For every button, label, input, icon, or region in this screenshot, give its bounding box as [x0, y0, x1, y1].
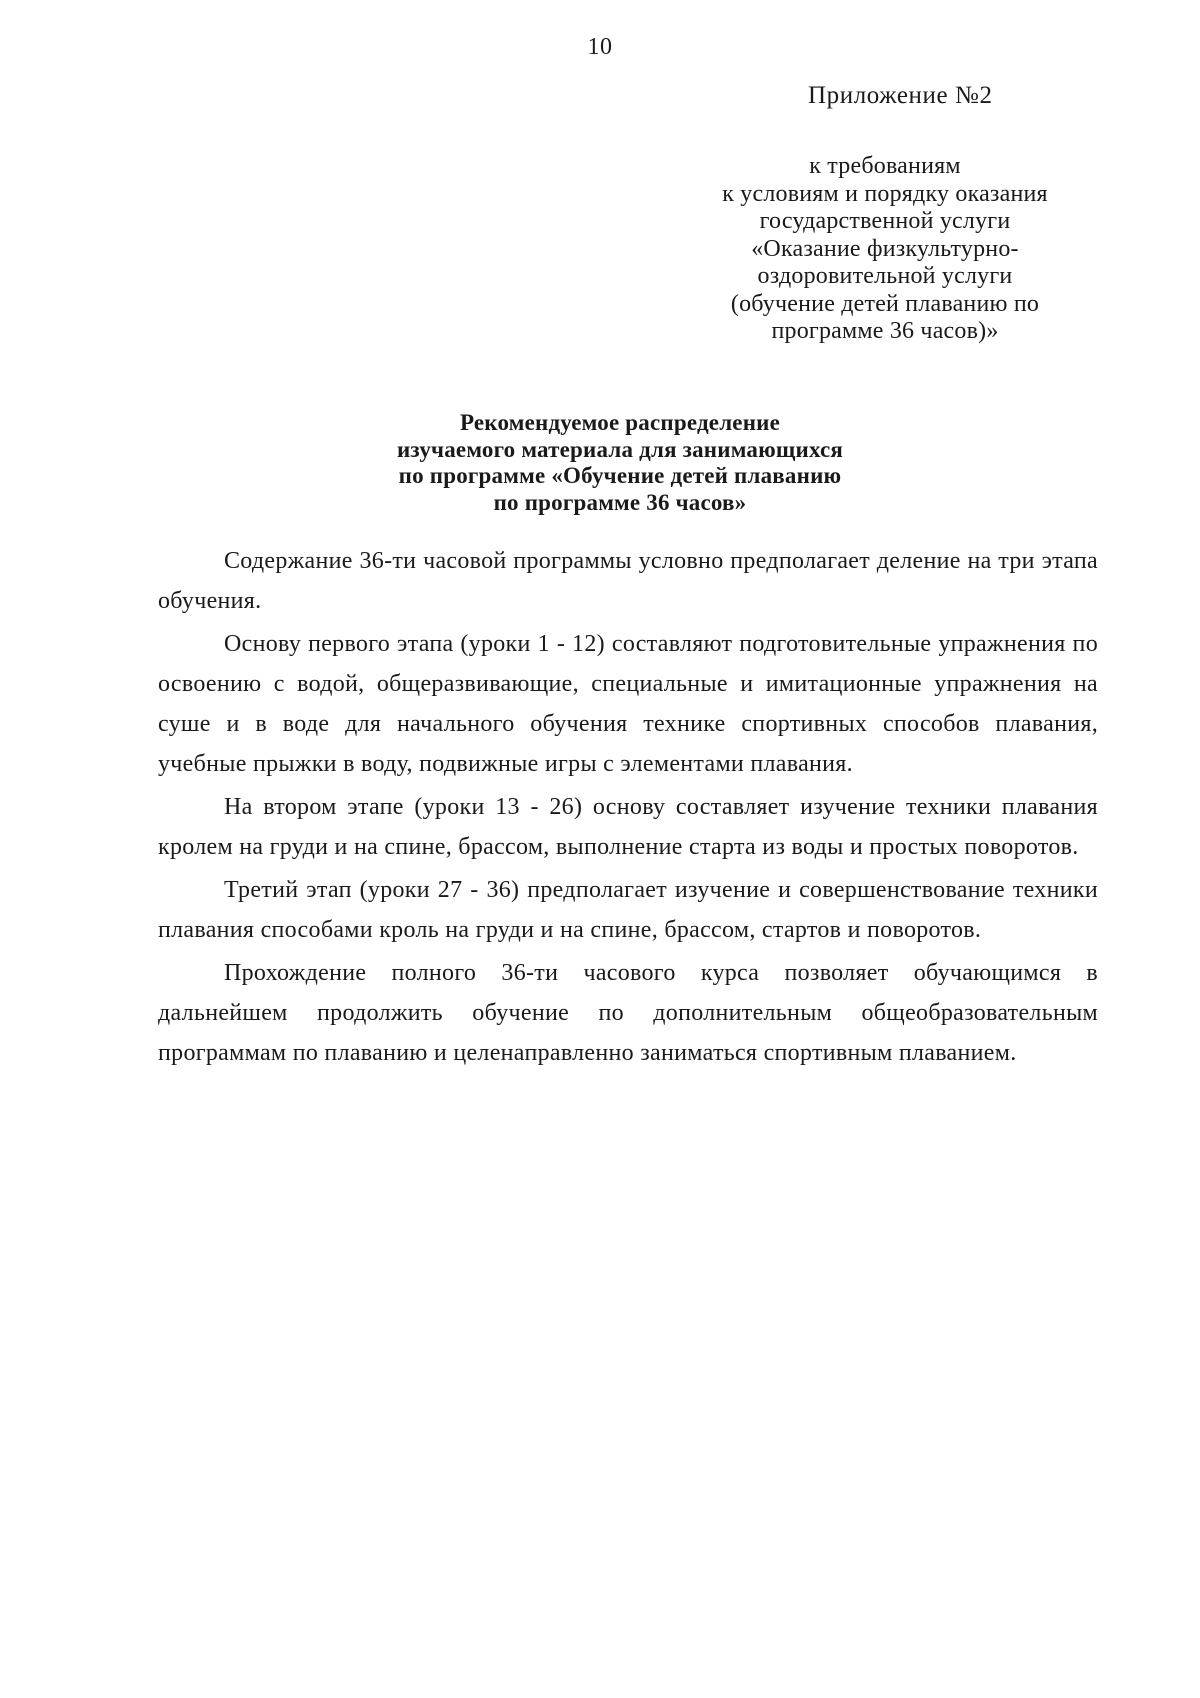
body-text	[158, 541, 1098, 1076]
appendix-note-line: к условиям и порядку оказания	[722, 180, 1048, 207]
paragraph-conclusion: Прохождение полного 36-ти часового курса позволяет обучающимся в дальнейшем продолжить обучение по дополнительным общеобразовательным программам по плаванию и целенаправленно заниматься спортивным плаванием.	[158, 960, 1098, 1066]
paragraph-stage-three: Третий этап (уроки 27 - 36) предполагает изучение и совершенствование техники плавания способами кроль на груди и на спине, брассом, стартов и поворотов.	[158, 877, 1098, 943]
paragraph-stage-two: На втором этапе (уроки 13 - 26) основу составляет изучение техники плавания кролем на груди и на спине, брассом, выполнение старта из воды и простых поворотов.	[158, 794, 1098, 860]
title-line: по программе 36 часов»	[493, 489, 747, 515]
appendix-note	[690, 153, 1080, 346]
appendix-note-line: (обучение детей плаванию по	[730, 290, 1040, 317]
appendix-note-line: оздоровительной услуги	[757, 263, 1013, 289]
appendix-label: Приложение №2	[808, 82, 993, 109]
appendix-note-line: к требованиям	[809, 153, 961, 179]
appendix-note-line: государственной услуги	[759, 208, 1011, 234]
paragraph-stage-one: Основу первого этапа (уроки 1 - 12) составляют подготовительные упражнения по освоению с водой, общеразвивающие, специальные и имитационные упражнения на суше и в воде для начального обучения технике спортивных способов плавания, учебные прыжки в воду, подвижные игры с элементами плавания.	[158, 631, 1098, 777]
page-number: 10	[587, 34, 613, 60]
title-line: Рекомендуемое распределение	[459, 410, 781, 435]
title-line: по программе «Обучение детей плаванию	[398, 463, 842, 488]
document-title	[300, 410, 940, 516]
paragraph-intro: Содержание 36-ти часовой программы условно предполагает деление на три этапа обучения.	[158, 548, 1098, 614]
appendix-note-line: программе 36 часов)»	[771, 318, 999, 344]
appendix-note-line: «Оказание физкультурно-	[751, 235, 1019, 262]
title-line: изучаемого материала для занимающихся	[396, 436, 844, 462]
